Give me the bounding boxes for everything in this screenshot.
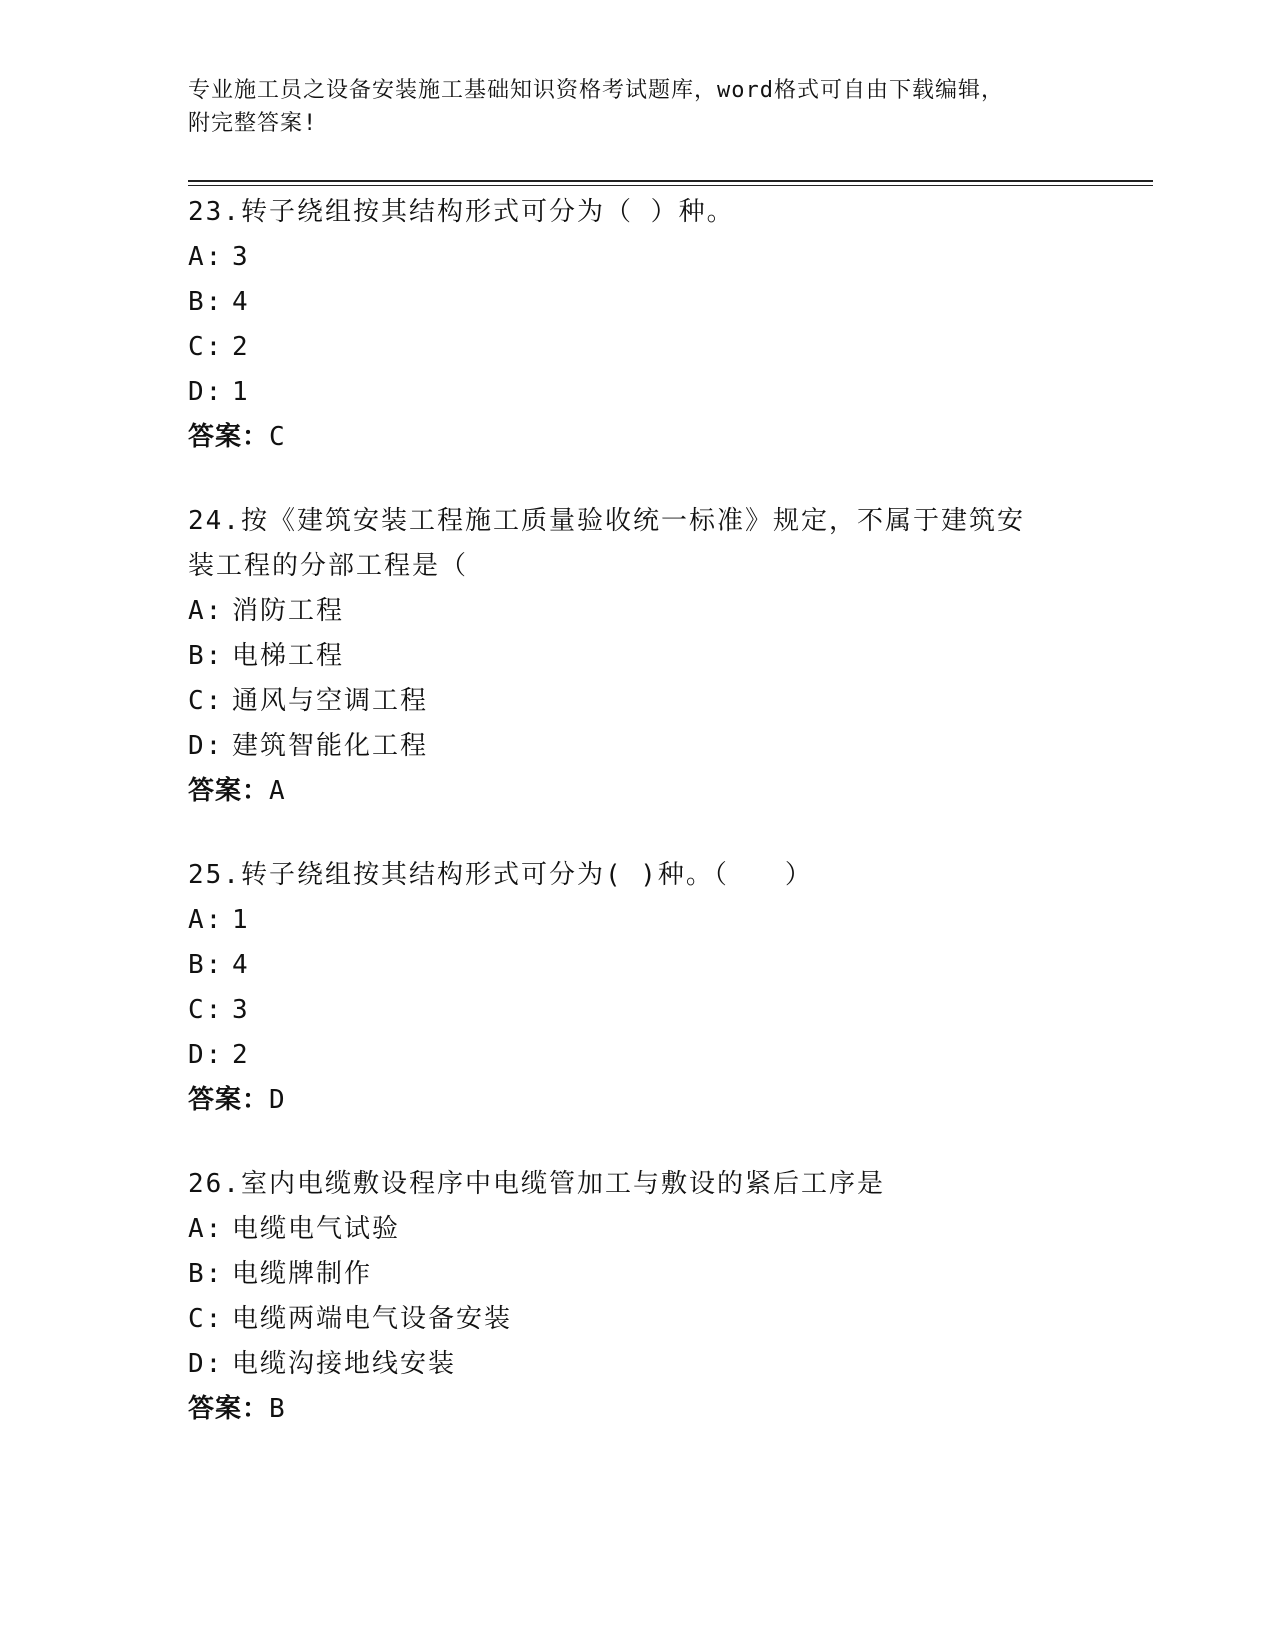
- option-text: 电缆两端电气设备安装: [232, 1304, 513, 1334]
- answer-label: 答案：: [188, 776, 270, 806]
- option-c: [188, 988, 1148, 1033]
- option-letter: D:: [188, 377, 224, 407]
- answer-value: C: [269, 422, 286, 452]
- option-b: [188, 280, 1148, 325]
- header-divider-thick: [188, 180, 1153, 182]
- option-letter: A:: [188, 1214, 224, 1244]
- option-letter: A:: [188, 242, 224, 272]
- question-block: [188, 1162, 1148, 1432]
- option-text: 消防工程: [232, 596, 345, 626]
- option-text: 4: [232, 287, 250, 317]
- option-d: [188, 1033, 1148, 1078]
- question-text: 24.按《建筑安装工程施工质量验收统一标准》规定，不属于建筑安装工程的分部工程是（: [188, 506, 1025, 581]
- option-c: [188, 325, 1148, 370]
- option-letter: B:: [188, 1259, 224, 1289]
- option-text: 电缆沟接地线安装: [232, 1349, 457, 1379]
- answer-line: [188, 415, 1148, 460]
- question-text: 26.室内电缆敷设程序中电缆管加工与敷设的紧后工序是: [188, 1169, 885, 1199]
- option-text: 电梯工程: [232, 641, 345, 671]
- option-d: [188, 724, 1148, 769]
- option-letter: C:: [188, 995, 224, 1025]
- option-a: [188, 1207, 1148, 1252]
- option-letter: B:: [188, 950, 224, 980]
- option-text: 建筑智能化工程: [232, 731, 429, 761]
- option-text: 通风与空调工程: [232, 686, 429, 716]
- option-letter: A:: [188, 596, 224, 626]
- option-c: [188, 1297, 1148, 1342]
- header-line-2: 附完整答案!: [188, 111, 318, 136]
- answer-line: [188, 1078, 1148, 1123]
- option-d: [188, 1342, 1148, 1387]
- question-text: 23.转子绕组按其结构形式可分为（ ）种。: [188, 197, 735, 227]
- answer-label: 答案：: [188, 1085, 270, 1115]
- option-c: [188, 679, 1148, 724]
- option-letter: D:: [188, 731, 224, 761]
- answer-value: A: [269, 776, 286, 806]
- option-d: [188, 370, 1148, 415]
- answer-line: [188, 1387, 1148, 1432]
- option-a: [188, 589, 1148, 634]
- option-letter: B:: [188, 641, 224, 671]
- option-letter: B:: [188, 287, 224, 317]
- answer-label: 答案：: [188, 1394, 270, 1424]
- option-b: [188, 943, 1148, 988]
- option-letter: C:: [188, 1304, 224, 1334]
- answer-value: B: [269, 1394, 286, 1424]
- option-a: [188, 235, 1148, 280]
- header-line-1: 专业施工员之设备安装施工基础知识资格考试题库，word格式可自由下载编辑，: [188, 78, 1004, 103]
- option-letter: C:: [188, 686, 224, 716]
- question-block: [188, 499, 1148, 814]
- option-text: 3: [232, 242, 250, 272]
- option-text: 2: [232, 332, 250, 362]
- header-divider-thin: [188, 185, 1153, 186]
- option-letter: A:: [188, 905, 224, 935]
- answer-line: [188, 769, 1148, 814]
- option-letter: D:: [188, 1040, 224, 1070]
- option-text: 2: [232, 1040, 250, 1070]
- answer-label: 答案：: [188, 422, 270, 452]
- question-block: [188, 853, 1148, 1123]
- option-letter: C:: [188, 332, 224, 362]
- question-text: 25.转子绕组按其结构形式可分为( )种。（ ）: [188, 860, 813, 890]
- document-header: [188, 74, 1088, 140]
- option-text: 1: [232, 377, 250, 407]
- question-block: [188, 190, 1148, 460]
- option-a: [188, 898, 1148, 943]
- option-text: 4: [232, 950, 250, 980]
- option-text: 电缆电气试验: [232, 1214, 401, 1244]
- option-text: 电缆牌制作: [232, 1259, 373, 1289]
- question-list: [188, 190, 1148, 1471]
- option-text: 3: [232, 995, 250, 1025]
- option-letter: D:: [188, 1349, 224, 1379]
- option-b: [188, 634, 1148, 679]
- option-b: [188, 1252, 1148, 1297]
- option-text: 1: [232, 905, 250, 935]
- answer-value: D: [269, 1085, 286, 1115]
